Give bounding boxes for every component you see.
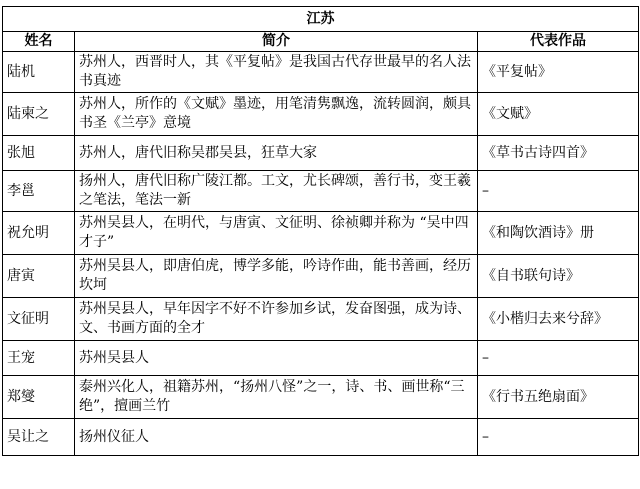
cell-intro: 扬州人，唐代旧称广陵江都。工文，尤长碑颂，善行书，变王羲之笔法，笔法一新 bbox=[75, 171, 478, 212]
cell-intro: 苏州吴县人，在明代，与唐寅、文征明、徐祯卿并称为 “吴中四才子” bbox=[75, 212, 478, 255]
cell-works: – bbox=[478, 171, 639, 212]
cell-name: 王宠 bbox=[3, 341, 75, 376]
cell-works: 《行书五绝扇面》 bbox=[478, 376, 639, 419]
table-row bbox=[3, 212, 639, 255]
cell-intro: 苏州人，所作的《文赋》墨迹，用笔清隽飘逸，流转圆润，颇具书圣《兰亭》意境 bbox=[75, 93, 478, 136]
cell-works: 《自书联句诗》 bbox=[478, 255, 639, 298]
cell-works: 《和陶饮酒诗》册 bbox=[478, 212, 639, 255]
table-row bbox=[3, 341, 639, 376]
cell-works: 《平复帖》 bbox=[478, 52, 639, 93]
table-row bbox=[3, 136, 639, 171]
header-intro: 简介 bbox=[75, 32, 478, 52]
table-row bbox=[3, 255, 639, 298]
table-row bbox=[3, 93, 639, 136]
cell-name: 陆机 bbox=[3, 52, 75, 93]
jiangsu-calligraphers-table bbox=[2, 6, 639, 456]
table-row bbox=[3, 171, 639, 212]
cell-works: – bbox=[478, 419, 639, 456]
cell-name: 祝允明 bbox=[3, 212, 75, 255]
cell-name: 文征明 bbox=[3, 298, 75, 341]
cell-intro: 扬州仪征人 bbox=[75, 419, 478, 456]
table-row bbox=[3, 52, 639, 93]
cell-intro: 苏州吴县人，早年因字不好不许参加乡试，发奋图强，成为诗、文、书画方面的全才 bbox=[75, 298, 478, 341]
cell-works: 《小楷归去来兮辞》 bbox=[478, 298, 639, 341]
cell-works: 《草书古诗四首》 bbox=[478, 136, 639, 171]
cell-intro: 泰州兴化人，祖籍苏州，“扬州八怪”之一，诗、书、画世称“三绝”，擅画兰竹 bbox=[75, 376, 478, 419]
cell-name: 张旭 bbox=[3, 136, 75, 171]
cell-intro: 苏州人，唐代旧称吴郡吴县，狂草大家 bbox=[75, 136, 478, 171]
table-row bbox=[3, 419, 639, 456]
cell-name: 唐寅 bbox=[3, 255, 75, 298]
cell-intro: 苏州人，西晋时人，其《平复帖》是我国古代存世最早的名人法书真迹 bbox=[75, 52, 478, 93]
cell-intro: 苏州吴县人，即唐伯虎，博学多能，吟诗作曲，能书善画，经历坎坷 bbox=[75, 255, 478, 298]
table-title: 江苏 bbox=[3, 7, 639, 32]
table-row bbox=[3, 376, 639, 419]
cell-works: – bbox=[478, 341, 639, 376]
header-name: 姓名 bbox=[3, 32, 75, 52]
cell-name: 陆柬之 bbox=[3, 93, 75, 136]
cell-name: 李邕 bbox=[3, 171, 75, 212]
cell-name: 郑燮 bbox=[3, 376, 75, 419]
cell-name: 吴让之 bbox=[3, 419, 75, 456]
header-works: 代表作品 bbox=[478, 32, 639, 52]
table-row bbox=[3, 298, 639, 341]
cell-intro: 苏州吴县人 bbox=[75, 341, 478, 376]
cell-works: 《文赋》 bbox=[478, 93, 639, 136]
